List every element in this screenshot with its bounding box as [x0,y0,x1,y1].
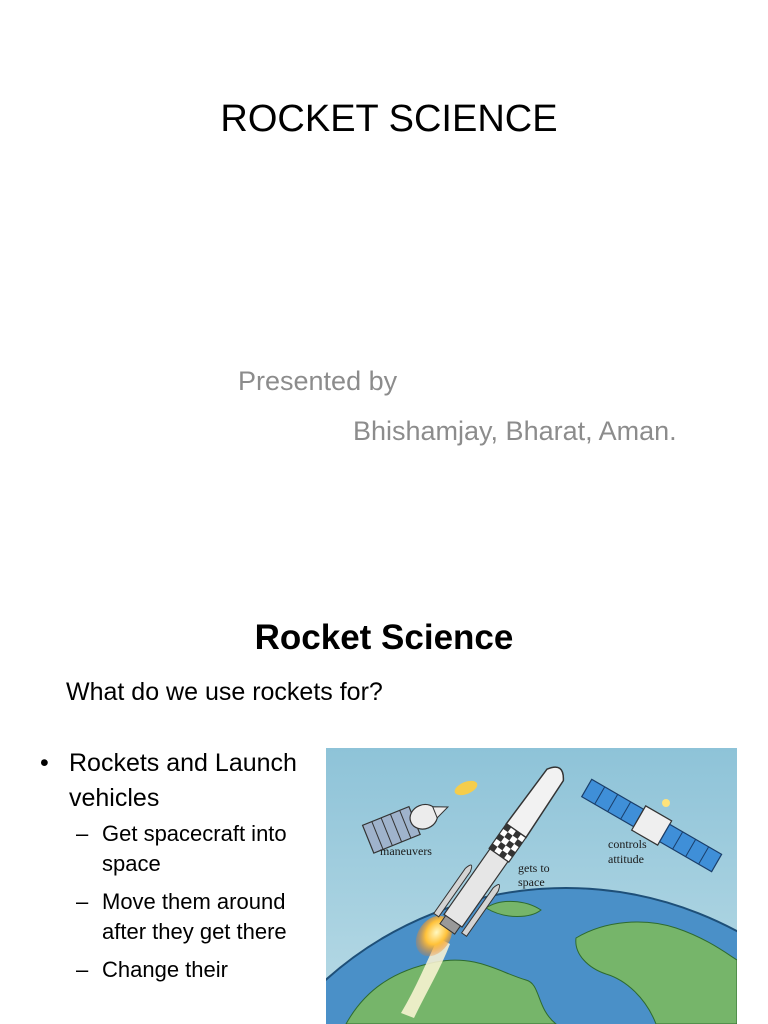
sub-bullet-text: Move them around after they get there [102,889,287,944]
label-gets-to: gets to [518,861,550,875]
slide-heading: Rocket Science [254,618,514,657]
label-maneuvers: maneuvers [380,844,432,858]
sub-bullet-item [76,955,310,985]
content-slide [0,576,768,1024]
slide-question: What do we use rockets for? [66,678,383,706]
sub-bullet-item [76,819,310,879]
dash-icon: – [76,821,89,846]
bullet-item [40,746,310,816]
sub-bullet-text: Change their [102,957,228,982]
bullet-text: Rockets and Launch vehicles [69,749,297,812]
label-space: space [518,875,545,889]
bullet-dot-icon: • [40,749,49,777]
sub-bullet-text: Get spacecraft into space [102,821,287,876]
rocket-illustration [326,748,737,1024]
label-controls: controls [608,837,647,851]
presented-by-label: Presented by [238,366,398,396]
dash-icon: – [76,957,89,982]
sub-bullet-item [76,887,310,947]
rocket-illustration-svg [326,748,737,1024]
sub-bullet-list [76,819,310,985]
bullet-list [40,746,310,993]
slide-title: ROCKET SCIENCE [220,98,558,140]
label-attitude: attitude [608,852,644,866]
authors: Bhishamjay, Bharat, Aman. [353,416,677,446]
dash-icon: – [76,889,89,914]
